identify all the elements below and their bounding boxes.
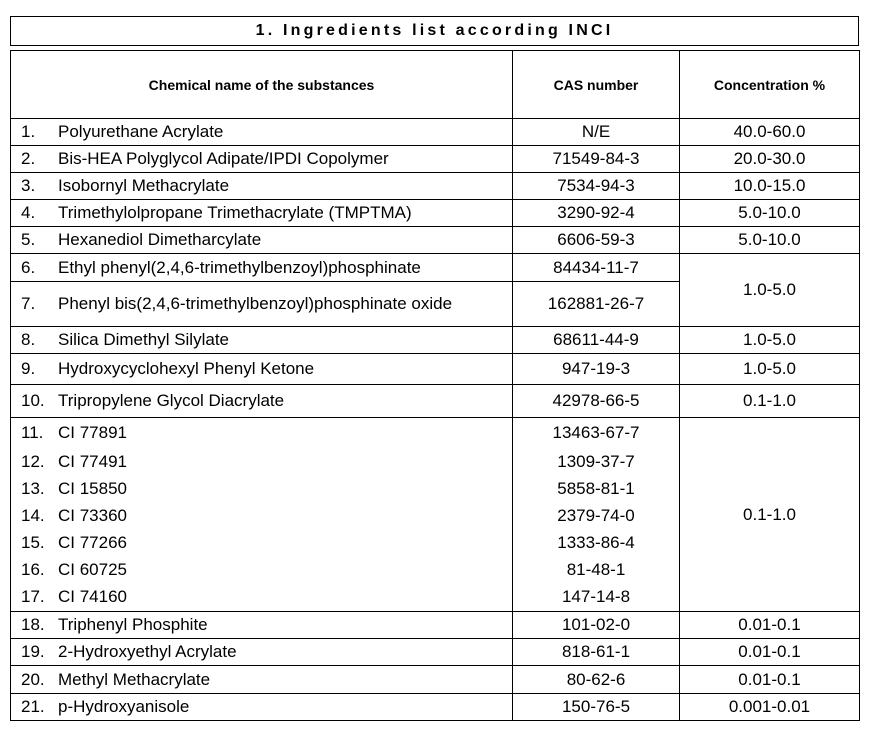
row-number: 3. [21, 176, 36, 195]
chemical-name: CI 77491 [58, 452, 127, 471]
concentration: 0.01-0.1 [680, 612, 860, 639]
chemical-name: Hydroxycyclohexyl Phenyl Ketone [58, 359, 315, 378]
table-row [11, 173, 860, 200]
cas-number: 80-62-6 [513, 666, 680, 694]
row-number: 11. [21, 423, 44, 443]
table-row [11, 639, 860, 666]
cas-number: 84434-11-7 [513, 254, 680, 282]
cas-number: 147-14-8 [513, 584, 680, 612]
header-cas-number: CAS number [513, 51, 680, 119]
concentration: 20.0-30.0 [680, 146, 860, 173]
row-number: 21. [21, 697, 45, 716]
chemical-name: Triphenyl Phosphite [58, 615, 208, 634]
chemical-name: Ethyl phenyl(2,4,6-trimethylbenzoyl)phosphinate [58, 257, 421, 277]
cas-number: 818-61-1 [513, 639, 680, 666]
concentration: 0.01-0.1 [680, 639, 860, 666]
concentration: 1.0-5.0 [680, 254, 860, 327]
cas-number: 2379-74-0 [513, 503, 680, 530]
table-row [11, 612, 860, 639]
row-number: 8. [21, 330, 36, 349]
row-number: 17. [21, 587, 45, 607]
ingredients-table [10, 50, 860, 721]
row-number: 1. [21, 122, 36, 141]
chemical-name: 2-Hydroxyethyl Acrylate [58, 642, 237, 661]
header-chemical-name: Chemical name of the substances [11, 51, 513, 119]
cas-number: N/E [513, 119, 680, 146]
row-number: 18. [21, 615, 45, 634]
cas-number: 1333-86-4 [513, 530, 680, 557]
chemical-name: CI 60725 [58, 560, 127, 579]
cas-number: 5858-81-1 [513, 476, 680, 503]
concentration: 10.0-15.0 [680, 173, 860, 200]
chemical-name: Hexanediol Dimetharcylate [58, 230, 262, 249]
row-number: 20. [21, 669, 45, 689]
table-row [11, 227, 860, 254]
cas-number: 6606-59-3 [513, 227, 680, 254]
row-number: 6. [21, 257, 36, 277]
chemical-name: Methyl Methacrylate [58, 669, 211, 689]
chemical-name: CI 77266 [58, 533, 127, 552]
cas-number: 81-48-1 [513, 557, 680, 584]
table-row [11, 200, 860, 227]
row-number: 2. [21, 149, 36, 168]
chemical-name: CI 74160 [58, 587, 127, 607]
table-row [11, 354, 860, 385]
cas-number: 71549-84-3 [513, 146, 680, 173]
table-row [11, 254, 860, 282]
section-title: 1. Ingredients list according INCI [10, 16, 859, 46]
chemical-name: Isobornyl Methacrylate [58, 176, 230, 195]
concentration: 5.0-10.0 [680, 200, 860, 227]
cas-number: 150-76-5 [513, 694, 680, 721]
concentration: 0.1-1.0 [680, 385, 860, 418]
cas-number: 1309-37-7 [513, 449, 680, 476]
cas-number: 101-02-0 [513, 612, 680, 639]
chemical-name: CI 73360 [58, 506, 127, 525]
row-number: 10. [21, 391, 45, 410]
cas-number: 947-19-3 [513, 354, 680, 385]
cas-number: 3290-92-4 [513, 200, 680, 227]
chemical-name: CI 77891 [58, 423, 127, 443]
cas-number: 7534-94-3 [513, 173, 680, 200]
header-concentration: Concentration % [680, 51, 860, 119]
chemical-name: Tripropylene Glycol Diacrylate [58, 391, 285, 410]
row-number: 14. [21, 506, 45, 525]
table-row [11, 694, 860, 721]
table-row [11, 119, 860, 146]
concentration: 5.0-10.0 [680, 227, 860, 254]
concentration: 0.01-0.1 [680, 666, 860, 694]
table-row [11, 666, 860, 694]
concentration: 1.0-5.0 [680, 354, 860, 385]
row-number: 15. [21, 533, 45, 552]
row-number: 4. [21, 203, 36, 222]
concentration: 0.1-1.0 [680, 418, 860, 612]
row-number: 19. [21, 642, 45, 661]
row-number: 9. [21, 359, 36, 378]
row-number: 13. [21, 479, 45, 498]
concentration: 0.001-0.01 [680, 694, 860, 721]
table-row [11, 385, 860, 418]
chemical-name: Polyurethane Acrylate [58, 122, 224, 141]
cas-number: 162881-26-7 [513, 282, 680, 327]
row-number: 5. [21, 230, 36, 249]
table-row [11, 327, 860, 354]
row-number: 16. [21, 560, 45, 579]
chemical-name: CI 15850 [58, 479, 127, 498]
row-number: 12. [21, 452, 45, 471]
concentration: 1.0-5.0 [680, 327, 860, 354]
table-row [11, 418, 860, 449]
table-row [11, 146, 860, 173]
chemical-name: Bis-HEA Polyglycol Adipate/IPDI Copolymer [58, 149, 389, 168]
cas-number: 13463-67-7 [513, 418, 680, 449]
chemical-name: Trimethylolpropane Trimethacrylate (TMPTMA) [58, 203, 412, 222]
cas-number: 42978-66-5 [513, 385, 680, 418]
chemical-name: Phenyl bis(2,4,6-trimethylbenzoyl)phosphinate oxide [58, 294, 453, 313]
chemical-name: p-Hydroxyanisole [58, 697, 190, 716]
table-header-row [11, 51, 860, 119]
cas-number: 68611-44-9 [513, 327, 680, 354]
concentration: 40.0-60.0 [680, 119, 860, 146]
chemical-name: Silica Dimethyl Silylate [58, 330, 229, 349]
row-number: 7. [21, 294, 36, 313]
